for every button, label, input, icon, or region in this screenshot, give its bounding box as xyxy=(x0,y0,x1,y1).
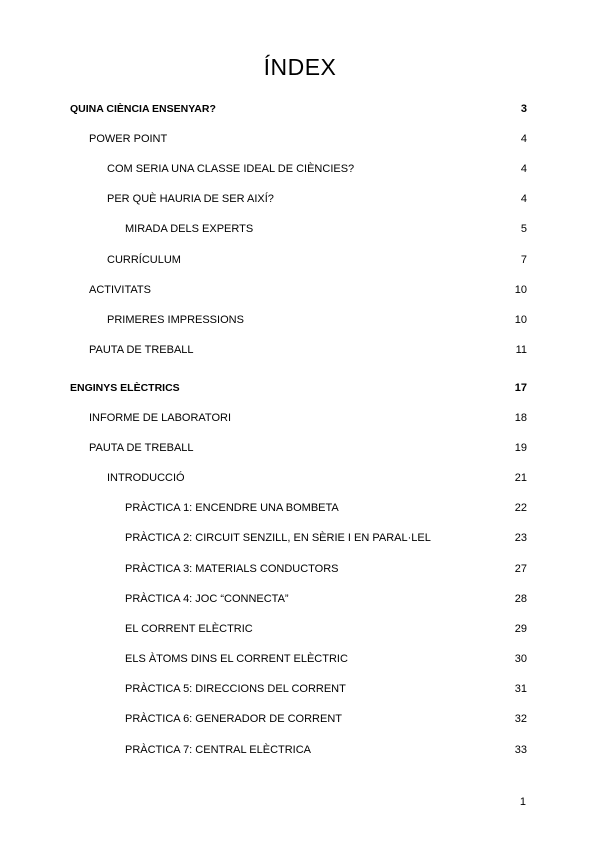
toc-entry-page-number: 22 xyxy=(514,502,527,514)
page-title: ÍNDEX xyxy=(263,54,337,80)
toc-entry-page-number: 32 xyxy=(514,713,527,725)
toc-entry[interactable] xyxy=(0,410,600,426)
toc-entry[interactable] xyxy=(0,440,600,456)
toc-entry[interactable] xyxy=(0,342,600,358)
toc-entry-page-number: 4 xyxy=(520,133,527,145)
toc-entry-label: ACTIVITATS xyxy=(89,284,151,296)
toc-entry[interactable] xyxy=(0,651,600,667)
toc-entry[interactable] xyxy=(0,221,600,237)
toc-entry[interactable] xyxy=(0,131,600,147)
toc-entry-label: ELS ÀTOMS DINS EL CORRENT ELÈCTRIC xyxy=(125,653,348,665)
toc-entry-label: MIRADA DELS EXPERTS xyxy=(125,223,254,235)
toc-entry-page-number: 33 xyxy=(514,744,527,756)
toc-entry-label: ENGINYS ELÈCTRICS xyxy=(70,382,180,394)
toc-entry[interactable] xyxy=(0,161,600,177)
toc-entry[interactable] xyxy=(0,380,600,396)
toc-entry-label: PRÀCTICA 7: CENTRAL ELÈCTRICA xyxy=(125,744,312,756)
toc-entry-label: PRÀCTICA 1: ENCENDRE UNA BOMBETA xyxy=(125,502,339,514)
toc-entry[interactable] xyxy=(0,191,600,207)
toc-entry-page-number: 23 xyxy=(514,532,527,544)
toc-entry-label: PAUTA DE TREBALL xyxy=(89,344,194,356)
toc-entry-label: CURRÍCULUM xyxy=(107,254,181,266)
toc-entry-page-number: 4 xyxy=(520,163,527,175)
toc-entry[interactable] xyxy=(0,530,600,546)
toc-entry[interactable] xyxy=(0,561,600,577)
toc-entry[interactable] xyxy=(0,711,600,727)
toc-entry-page-number: 5 xyxy=(520,223,527,235)
toc-entry[interactable] xyxy=(0,252,600,268)
toc-entry-page-number: 3 xyxy=(520,103,527,115)
toc-entry-label: PAUTA DE TREBALL xyxy=(89,442,194,454)
toc-entry[interactable] xyxy=(0,681,600,697)
toc-entry-page-number: 19 xyxy=(514,442,527,454)
toc-entry[interactable] xyxy=(0,621,600,637)
toc-entry-page-number: 17 xyxy=(514,382,527,394)
toc-entry-page-number: 30 xyxy=(514,653,527,665)
toc-entry-label: PRÀCTICA 4: JOC “CONNECTA” xyxy=(125,593,289,605)
toc-entry-label: EL CORRENT ELÈCTRIC xyxy=(125,623,253,635)
toc-entry-page-number: 10 xyxy=(514,284,527,296)
toc-entry-label: PRÀCTICA 3: MATERIALS CONDUCTORS xyxy=(125,563,339,575)
toc-entry[interactable] xyxy=(0,591,600,607)
toc-entry-label: PRIMERES IMPRESSIONS xyxy=(107,314,244,326)
toc-entry[interactable] xyxy=(0,742,600,758)
toc-entry[interactable] xyxy=(0,312,600,328)
toc-entry[interactable] xyxy=(0,500,600,516)
toc-entry-label: INTRODUCCIÓ xyxy=(107,472,185,484)
toc-entry-label: QUINA CIÈNCIA ENSENYAR? xyxy=(70,103,216,115)
toc-entry-label: PER QUÈ HAURIA DE SER AIXÍ? xyxy=(107,193,274,205)
toc-entry-page-number: 31 xyxy=(514,683,527,695)
toc-entry-page-number: 10 xyxy=(514,314,527,326)
toc-entry-page-number: 27 xyxy=(514,563,527,575)
toc-entry[interactable] xyxy=(0,470,600,486)
toc-entry-page-number: 28 xyxy=(514,593,527,605)
toc-entry-label: PRÀCTICA 6: GENERADOR DE CORRENT xyxy=(125,713,342,725)
toc-entry-label: POWER POINT xyxy=(89,133,168,145)
toc-entry-page-number: 29 xyxy=(514,623,527,635)
toc-entry-label: INFORME DE LABORATORI xyxy=(89,412,232,424)
toc-entry-label: PRÀCTICA 2: CIRCUIT SENZILL, EN SÈRIE I EN PARAL·LEL xyxy=(125,532,431,544)
toc-entry-page-number: 4 xyxy=(520,193,527,205)
toc-entry[interactable] xyxy=(0,101,600,117)
toc-entry-page-number: 7 xyxy=(520,254,527,266)
toc-entry-label: PRÀCTICA 5: DIRECCIONS DEL CORRENT xyxy=(125,683,346,695)
toc-entry[interactable] xyxy=(0,282,600,298)
toc-entry-page-number: 21 xyxy=(514,472,527,484)
page-number: 1 xyxy=(519,796,526,808)
toc-entry-page-number: 11 xyxy=(515,344,527,356)
toc-entry-page-number: 18 xyxy=(514,412,527,424)
toc-entry-label: COM SERIA UNA CLASSE IDEAL DE CIÈNCIES? xyxy=(107,163,355,175)
